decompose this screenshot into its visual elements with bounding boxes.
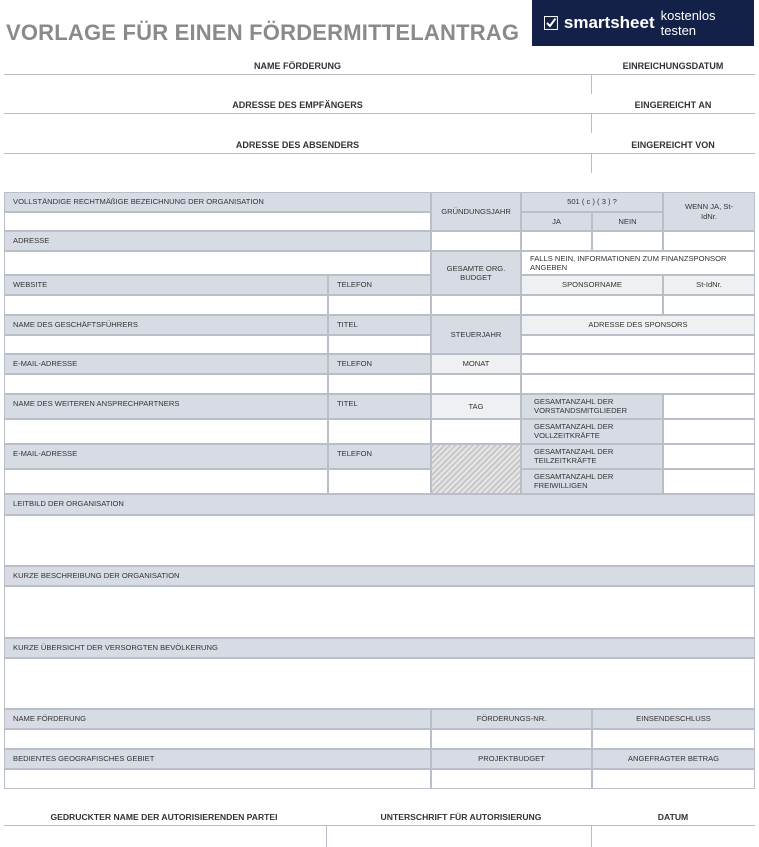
sponsor-adresse-input[interactable] [521, 335, 755, 354]
monat-input[interactable] [431, 374, 521, 394]
adresse-empfaenger-label: ADRESSE DES EMPFÄNGERS [232, 100, 363, 110]
teilzeit-label: GESAMTANZAHL DER TEILZEITKRÄFTE [521, 444, 663, 469]
nein-label: NEIN [592, 212, 663, 231]
eingereicht-von-input[interactable] [592, 154, 755, 174]
ceo-titel-input[interactable] [328, 335, 431, 354]
ja-checkbox[interactable] [521, 231, 592, 251]
steuerjahr-label: STEUERJAHR [431, 315, 521, 354]
email-telefon-input[interactable] [328, 374, 431, 394]
contact-name-input[interactable] [4, 419, 328, 444]
email-input[interactable] [4, 374, 328, 394]
projektbudget-label: PROJEKTBUDGET [431, 749, 592, 769]
sponsor-st-idnr-input[interactable] [663, 295, 755, 315]
name-foerderung-input[interactable] [4, 75, 591, 95]
bevoelkerung-label: KURZE ÜBERSICHT DER VERSORGTEN BEVÖLKERUNG [4, 638, 755, 658]
eingereicht-an-input[interactable] [592, 114, 755, 134]
betrag-label: ANGEFRAGTER BETRAG [592, 749, 755, 769]
smartsheet-trial-button[interactable] [532, 0, 754, 46]
smartsheet-logo-icon [544, 16, 558, 30]
datum-input[interactable] [592, 826, 755, 847]
grant-number-input[interactable] [431, 729, 592, 749]
name-foerderung-label: NAME FÖRDERUNG [254, 61, 341, 71]
brand-name: smartsheet [563, 13, 655, 32]
eingereicht-an-label: EINGEREICHT AN [634, 100, 712, 110]
adresse-label: ADRESSE [4, 231, 431, 251]
status-501-label: 501 ( c ) ( 3 ) ? [521, 192, 663, 212]
adresse-empfaenger-input[interactable] [4, 114, 591, 134]
vorstand-label: GESAMTANZAHL DER VORSTANDSMITGLIEDER [521, 394, 663, 419]
adresse-absender-label: ADRESSE DES ABSENDERS [235, 140, 360, 150]
einreichungsdatum-label: EINREICHUNGSDATUM [622, 61, 724, 71]
brand-cta: kostenlos testen [660, 8, 716, 38]
sponsor-st-idnr-label: St-IdNr. [663, 275, 755, 295]
contact-titel-label: TITEL [328, 394, 431, 419]
email-telefon-label: TELEFON [328, 354, 431, 374]
gebiet-input[interactable] [4, 769, 431, 789]
gesamtes-budget-label: GESAMTE ORG. BUDGET [431, 251, 521, 295]
contact-telefon-input[interactable] [328, 469, 431, 494]
nein-checkbox[interactable] [592, 231, 663, 251]
ceo-name-label: NAME DES GESCHÄFTSFÜHRERS [4, 315, 328, 335]
sponsorname-input[interactable] [521, 295, 663, 315]
telefon-input[interactable] [328, 295, 431, 315]
vollzeit-input[interactable] [663, 419, 755, 444]
sponsorname-label: SPONSORNAME [521, 275, 663, 295]
website-label: WEBSITE [4, 275, 328, 295]
wenn-ja-label: WENN JA, St-IdNr. [663, 192, 755, 231]
contact-email-input[interactable] [4, 469, 328, 494]
freiwillige-label: GESAMTANZAHL DER FREIWILLIGEN [521, 469, 663, 494]
contact-email-label: E-MAIL-ADRESSE [4, 444, 328, 469]
page-title: VORLAGE FÜR EINEN FÖRDERMITTELANTRAG [6, 20, 520, 45]
vollzeit-label: GESAMTANZAHL DER VOLLZEITKRÄFTE [521, 419, 663, 444]
grant-number-label: FÖRDERUNGS-NR. [431, 709, 592, 729]
hatched-empty-cell [431, 444, 521, 494]
sponsor-adresse-line-2[interactable] [521, 354, 755, 374]
contact-name-label: NAME DES WEITEREN ANSPRECHPARTNERS [4, 394, 328, 419]
signature-label: UNTERSCHRIFT FÜR AUTORISIERUNG [380, 812, 542, 822]
teilzeit-input[interactable] [663, 444, 755, 469]
falls-nein-label: FALLS NEIN, INFORMATIONEN ZUM FINANZSPONSOR ANGEBEN [521, 251, 755, 275]
printed-name-label: GEDRUCKTER NAME DER AUTORISIERENDEN PARTEI [50, 812, 278, 822]
printed-name-input[interactable] [4, 826, 326, 847]
leitbild-input[interactable] [4, 515, 755, 566]
gebiet-label: BEDIENTES GEOGRAFISCHES GEBIET [4, 749, 431, 769]
founding-year-label: GRÜNDUNGSJAHR [431, 192, 521, 231]
titel-label: TITEL [328, 315, 431, 335]
organisation-form [4, 192, 755, 795]
bevoelkerung-input[interactable] [4, 658, 755, 709]
sponsor-adresse-line-3[interactable] [521, 374, 755, 394]
datum-label: DATUM [657, 812, 689, 822]
deadline-label: EINSENDESCHLUSS [592, 709, 755, 729]
vorstand-input[interactable] [663, 394, 755, 419]
grant-name-label: NAME FÖRDERUNG [4, 709, 431, 729]
betrag-input[interactable] [592, 769, 755, 789]
budget-input[interactable] [431, 295, 521, 315]
founding-year-input[interactable] [431, 231, 521, 251]
st-idnr-input[interactable] [663, 231, 755, 251]
org-name-input[interactable] [4, 212, 431, 231]
tag-label: TAG [431, 394, 521, 419]
telefon-label: TELEFON [328, 275, 431, 295]
tag-input[interactable] [431, 419, 521, 444]
projektbudget-input[interactable] [431, 769, 592, 789]
leitbild-label: LEITBILD DER ORGANISATION [4, 494, 755, 515]
einreichungsdatum-input[interactable] [592, 75, 755, 95]
email-label: E-MAIL-ADRESSE [4, 354, 328, 374]
beschreibung-input[interactable] [4, 586, 755, 638]
eingereicht-von-label: EINGEREICHT VON [631, 140, 715, 150]
contact-telefon-label: TELEFON [328, 444, 431, 469]
contact-titel-input[interactable] [328, 419, 431, 444]
beschreibung-label: KURZE BESCHREIBUNG DER ORGANISATION [4, 566, 755, 586]
org-name-label: VOLLSTÄNDIGE RECHTMÄßIGE BEZEICHNUNG DER ORGANISATION [4, 192, 431, 212]
ceo-name-input[interactable] [4, 335, 328, 354]
website-input[interactable] [4, 295, 328, 315]
adresse-absender-input[interactable] [4, 154, 591, 174]
grant-name-input[interactable] [4, 729, 431, 749]
sponsor-adresse-label: ADRESSE DES SPONSORS [521, 315, 755, 335]
signature-input[interactable] [327, 826, 591, 847]
adresse-input[interactable] [4, 251, 431, 275]
ja-label: JA [521, 212, 592, 231]
freiwillige-input[interactable] [663, 469, 755, 494]
deadline-input[interactable] [592, 729, 755, 749]
monat-label: MONAT [431, 354, 521, 374]
